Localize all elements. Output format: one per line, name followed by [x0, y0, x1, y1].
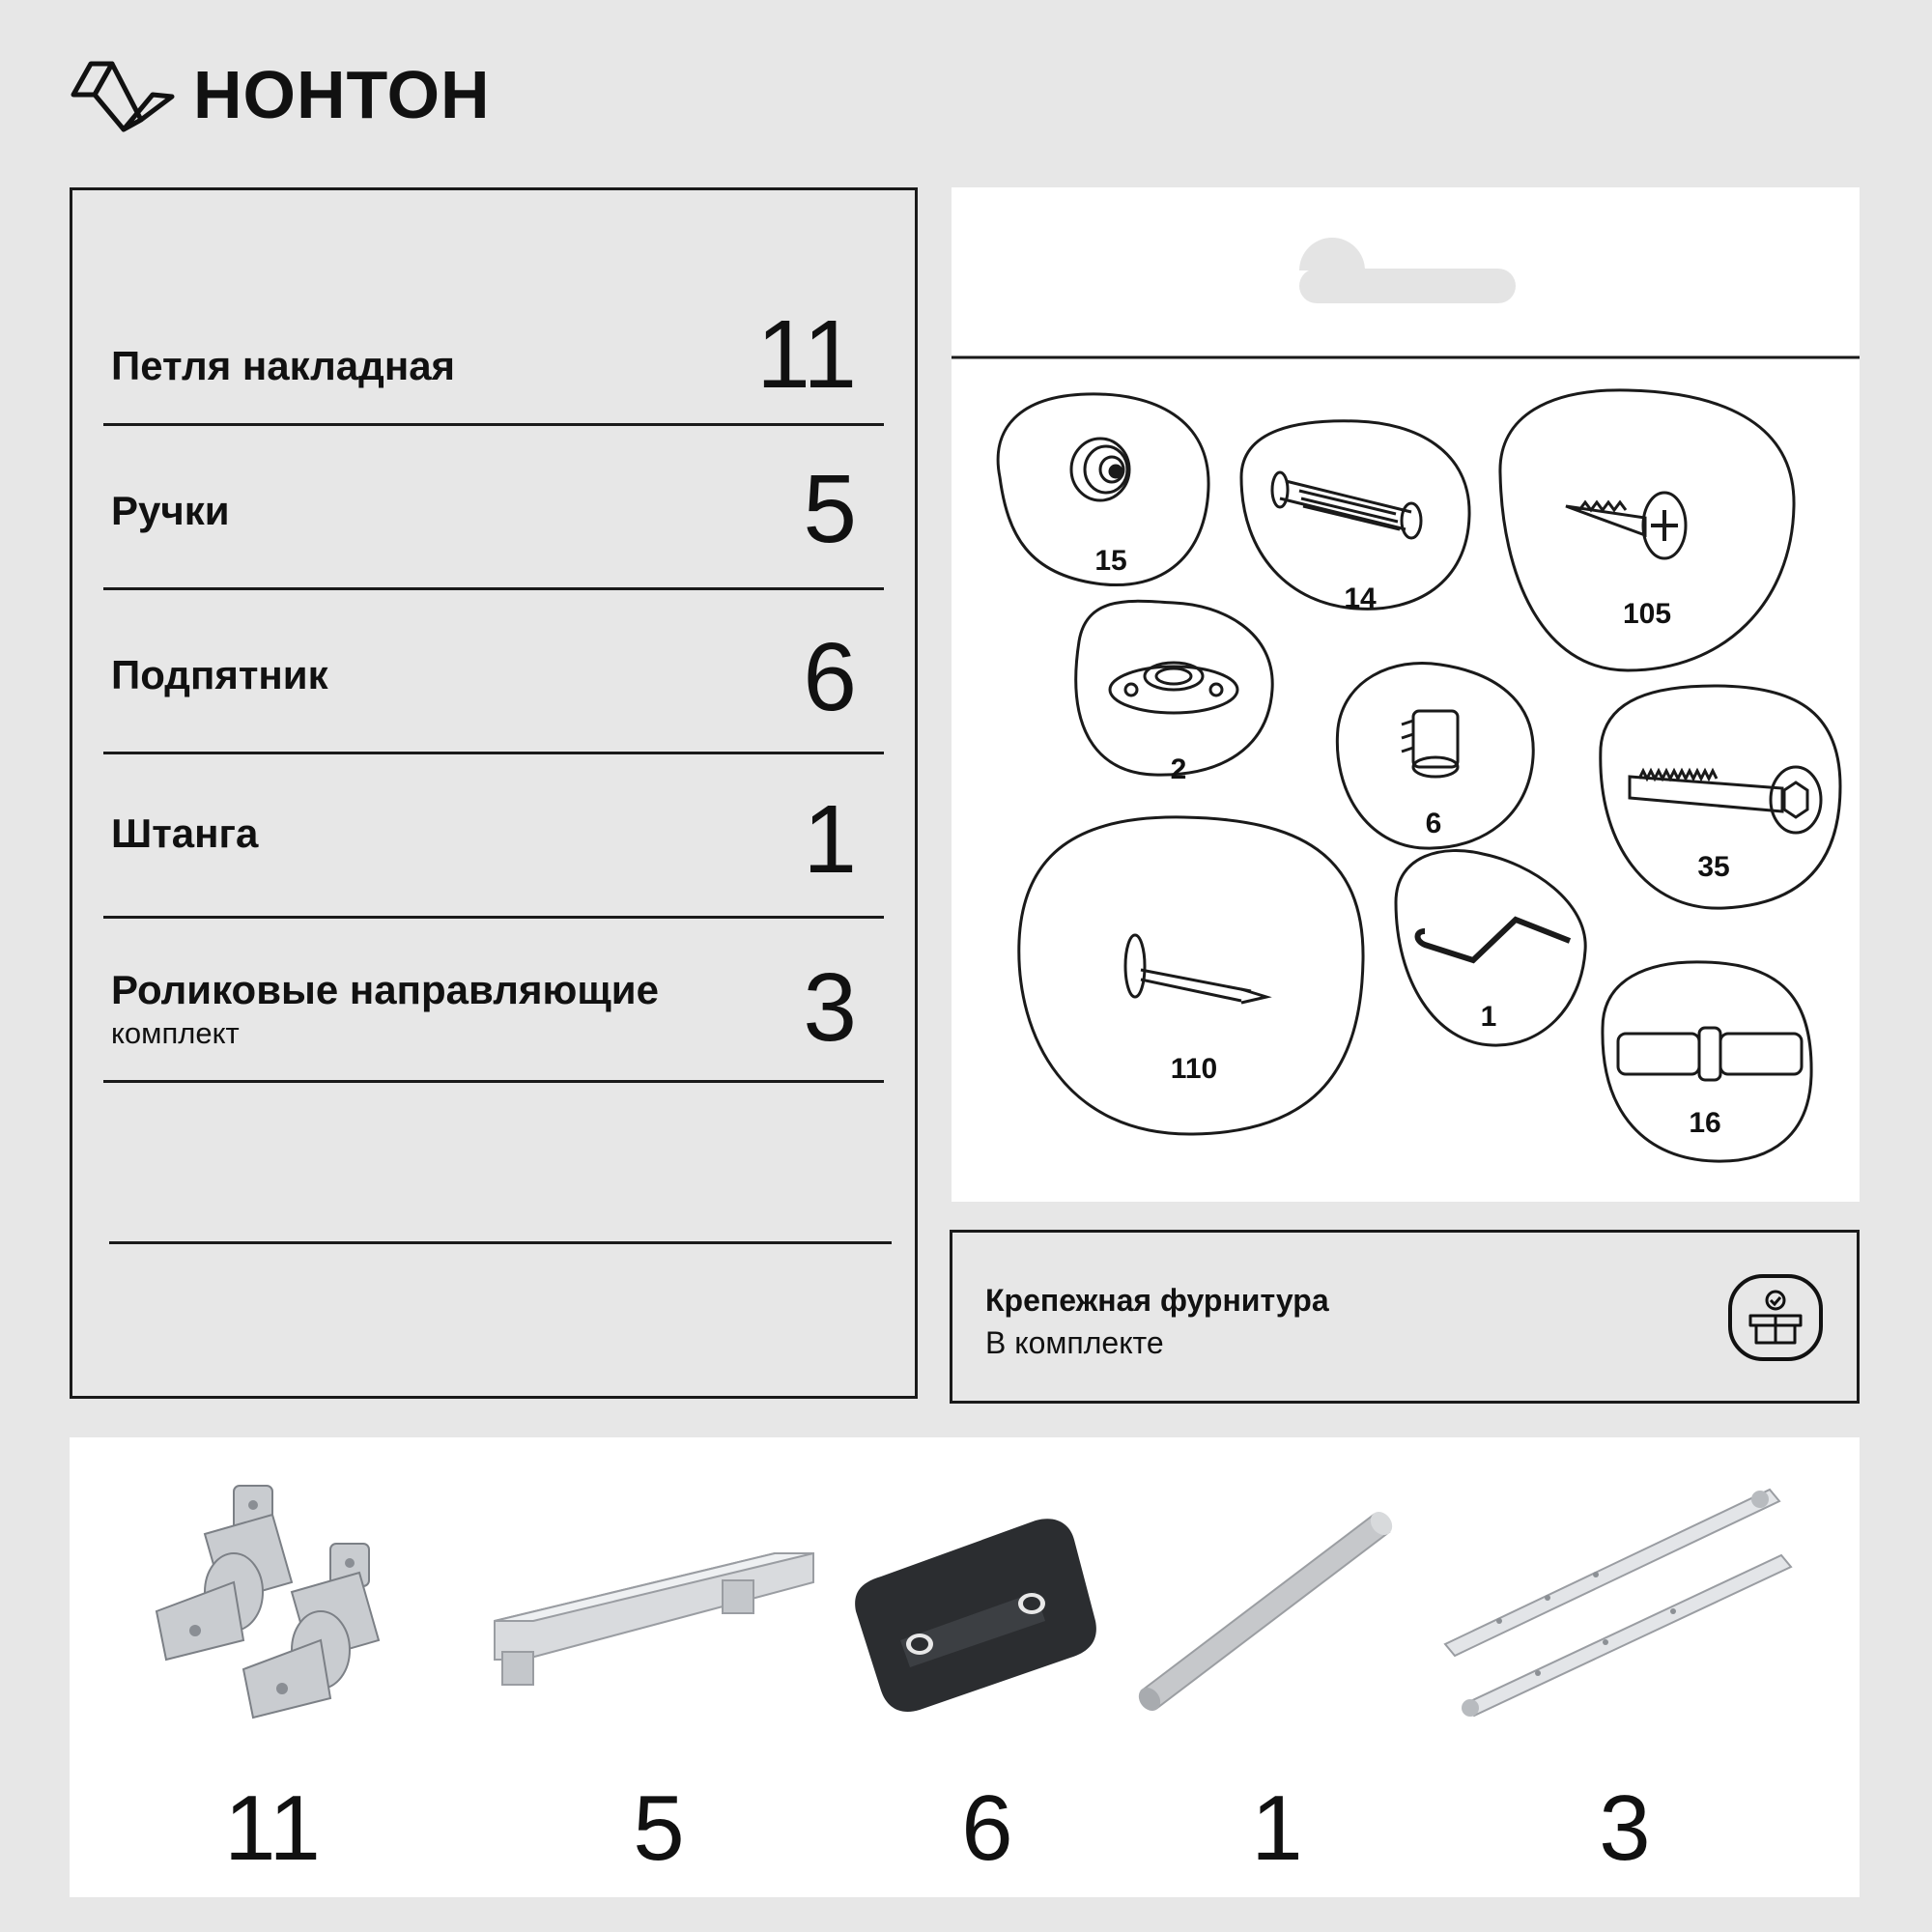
brand-name: НОНТОН	[193, 57, 491, 132]
item-label: Штанга	[111, 810, 259, 856]
product-qty: 6	[961, 1776, 1013, 1880]
handle-icon	[485, 1476, 833, 1766]
product-qty: 3	[1599, 1776, 1651, 1880]
fastener-count: 110	[1170, 1053, 1218, 1085]
list-item	[103, 426, 884, 590]
nonton-logo-icon	[70, 58, 176, 135]
fastener-count: 14	[1344, 582, 1377, 614]
hinge-icon	[128, 1476, 417, 1766]
rod-icon	[1132, 1476, 1422, 1766]
item-label: Петля накладная	[111, 343, 456, 388]
fastener-title: Крепежная фурнитура	[985, 1283, 1329, 1318]
products-strip	[70, 1437, 1860, 1897]
fastener-count: 16	[1689, 1107, 1721, 1139]
divider	[109, 1241, 892, 1244]
item-qty: 5	[803, 455, 857, 563]
product-qty: 11	[224, 1776, 321, 1880]
wood-dowel-icon	[1241, 421, 1469, 610]
fastener-info-box	[950, 1230, 1860, 1404]
nail-icon	[1019, 817, 1363, 1134]
hanger-tab	[1299, 238, 1516, 303]
product-item	[1132, 1437, 1422, 1897]
product-item	[485, 1437, 833, 1897]
roller-rails-icon	[1441, 1476, 1808, 1766]
fasteners-diagram	[952, 187, 1860, 1202]
product-item	[842, 1437, 1132, 1897]
product-item	[1441, 1437, 1808, 1897]
fastener-status: В комплекте	[985, 1325, 1164, 1360]
fastener-count: 2	[1170, 753, 1187, 785]
fastener-count: 105	[1622, 598, 1672, 630]
product-qty: 5	[633, 1776, 685, 1880]
box-check-icon	[1727, 1273, 1824, 1362]
item-qty: 1	[803, 785, 857, 894]
product-qty: 1	[1251, 1776, 1303, 1880]
fastener-count: 6	[1425, 808, 1442, 839]
rod-holder-icon	[1076, 601, 1272, 775]
item-sublabel: комплект	[111, 1016, 240, 1050]
list-item	[103, 590, 884, 754]
item-label: Роликовые направляющие	[111, 967, 659, 1012]
fastener-count: 35	[1697, 851, 1730, 883]
item-qty: 11	[756, 300, 857, 409]
list-item	[103, 754, 884, 919]
thrust-bearing-icon	[842, 1476, 1132, 1766]
item-label: Ручки	[111, 488, 230, 533]
item-qty: 6	[803, 623, 857, 731]
item-qty: 3	[803, 953, 857, 1062]
fastener-count: 1	[1480, 1001, 1497, 1033]
item-label: Подпятник	[111, 652, 328, 697]
list-item	[103, 248, 884, 426]
product-item	[128, 1437, 417, 1897]
fastener-count: 15	[1094, 545, 1127, 577]
components-list	[70, 187, 918, 1399]
list-item	[103, 919, 884, 1083]
